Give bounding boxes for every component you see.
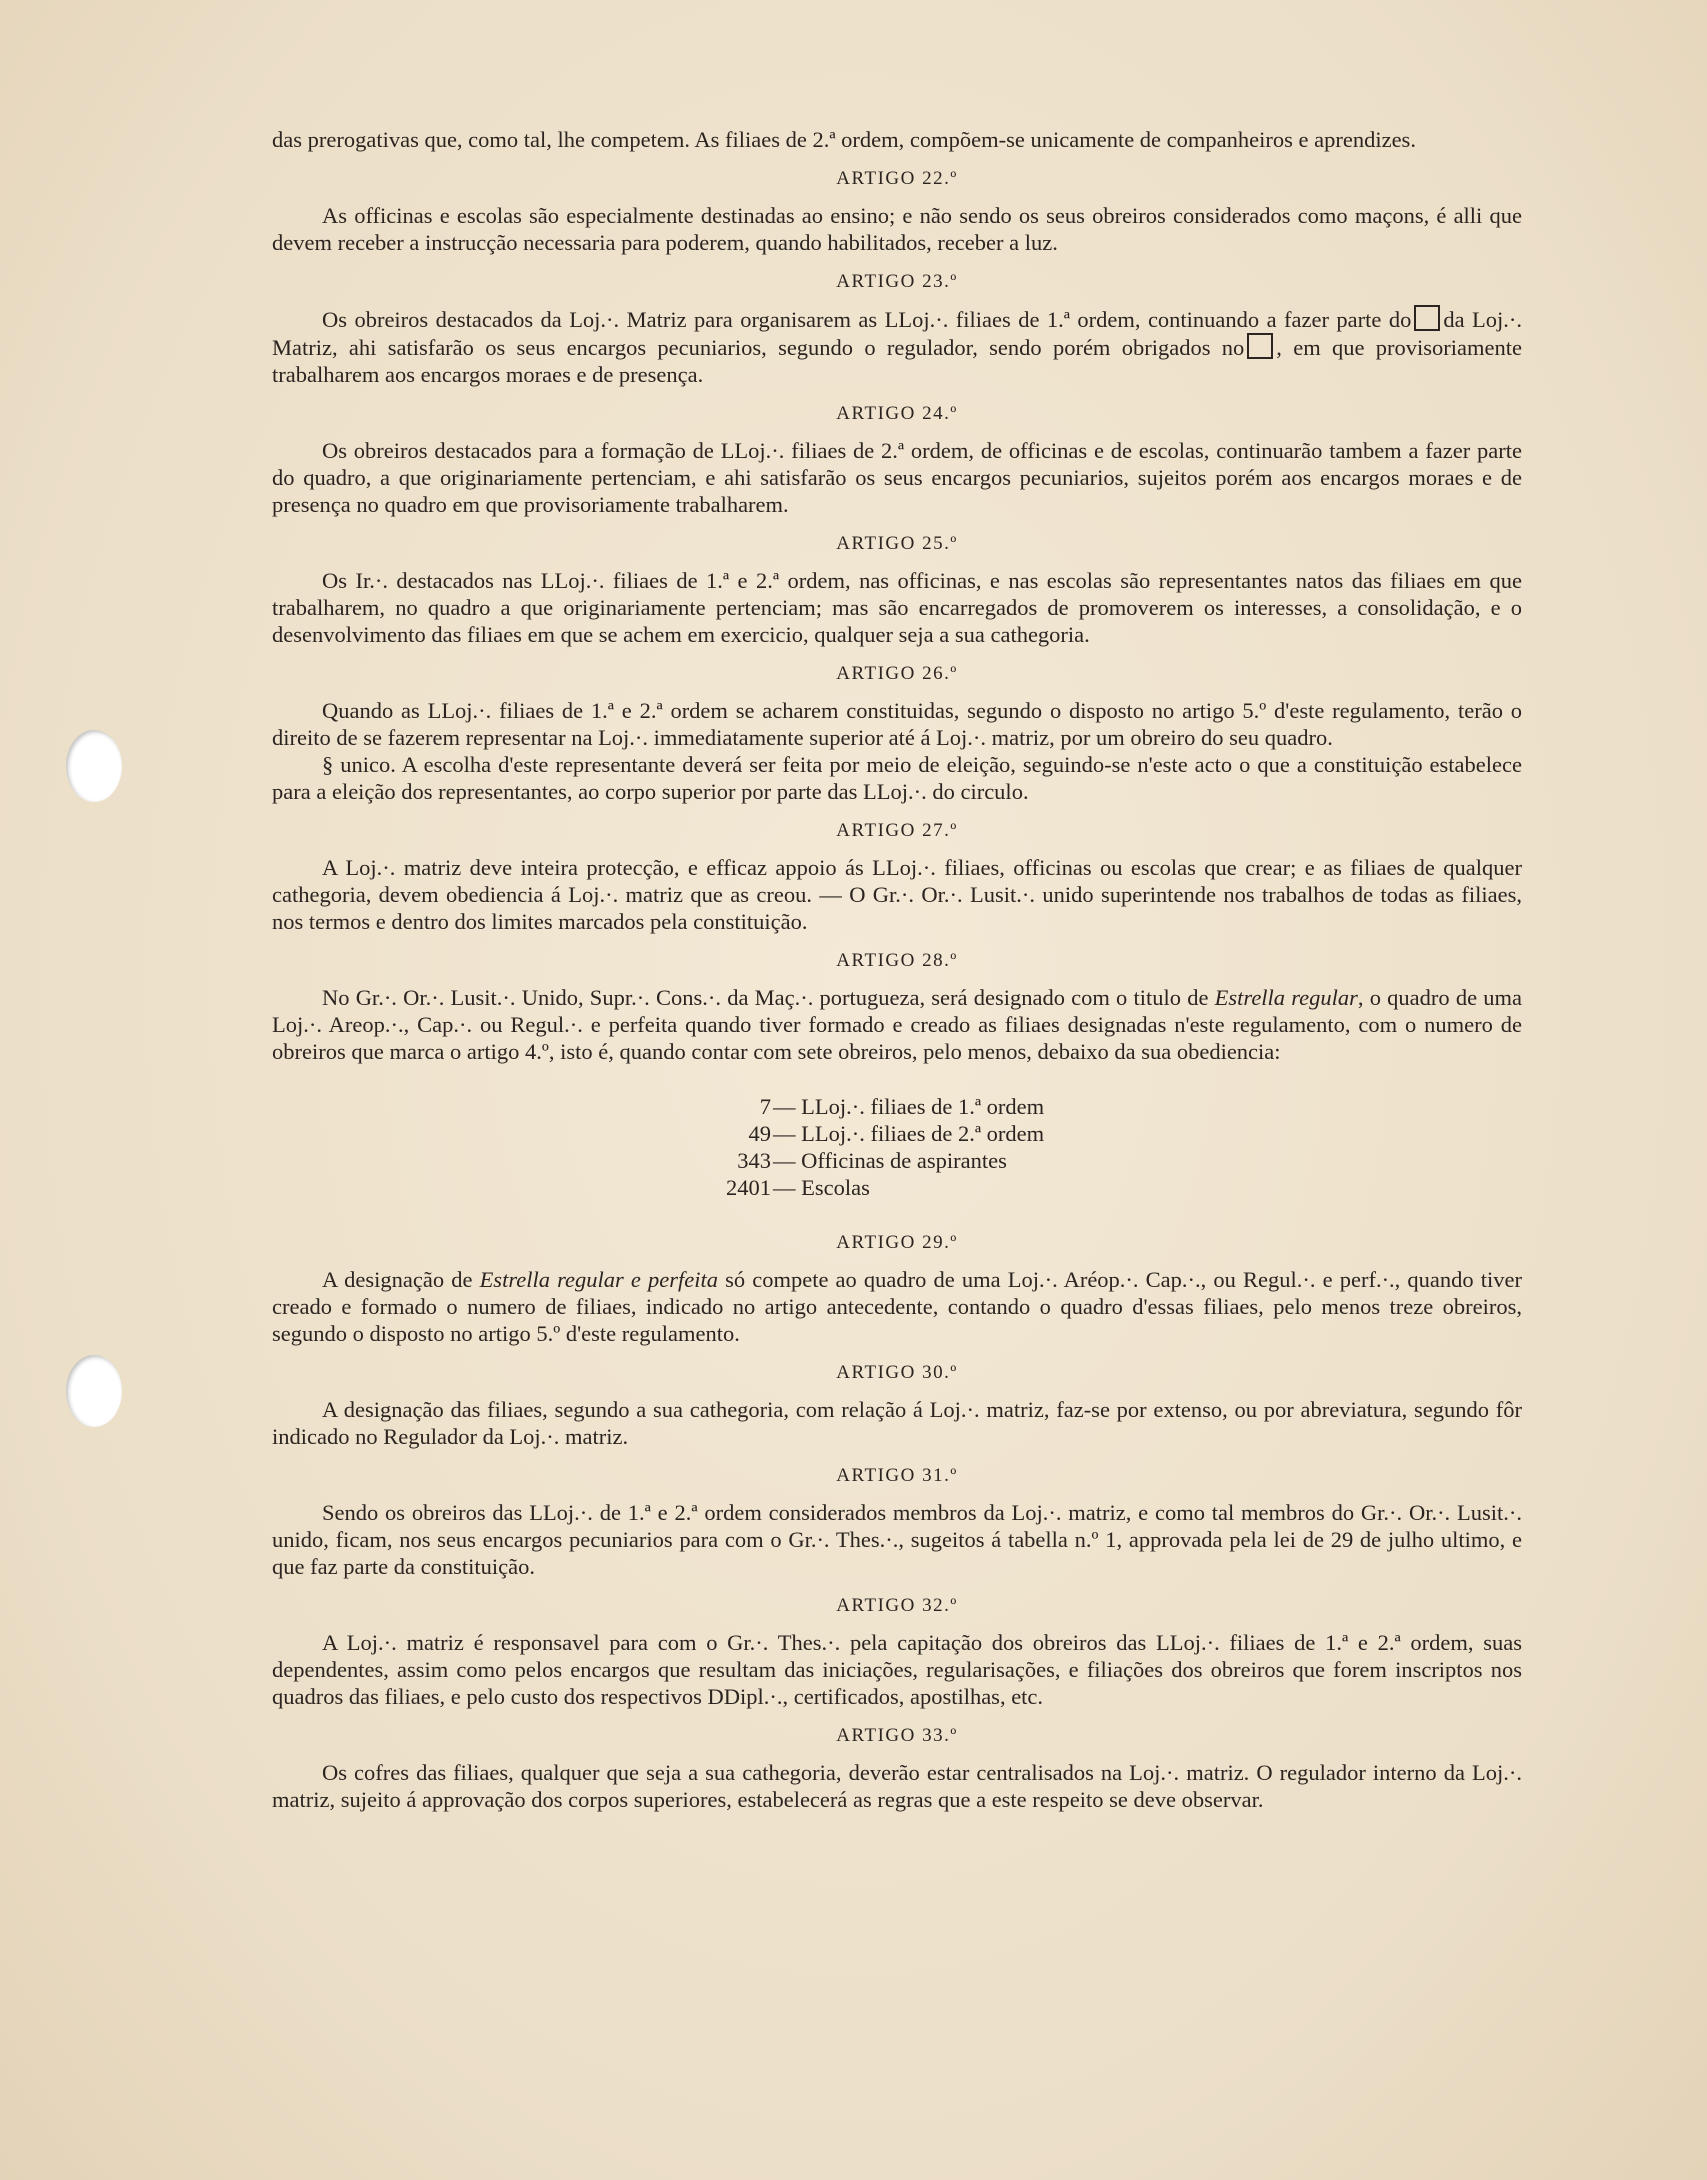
document-body	[272, 126, 1522, 1813]
article-23-part3: , em que provisoriamente trabalharem aos encargos moraes e de presença.	[272, 335, 1522, 387]
article-29-text	[272, 1266, 1522, 1347]
article-23-text	[272, 305, 1522, 388]
article-26-title: ARTIGO 26.º	[836, 663, 958, 684]
table-row	[272, 1174, 1522, 1201]
intro-paragraph: das prerogativas que, como tal, lhe competem. As filiaes de 2.ª ordem, compõem-se unicamente de companheiros e aprendizes.	[272, 127, 1416, 152]
article-29-part1: A designação de	[322, 1267, 473, 1292]
article-22-title: ARTIGO 22.º	[836, 168, 958, 189]
table-label: — LLoj.·. filiaes de 1.ª ordem	[773, 1094, 1045, 1119]
article-28-part1: No Gr.·. Or.·. Lusit.·. Unido, Supr.·. Cons.·. da Maç.·. portugueza, será designado com o titulo de	[322, 985, 1209, 1010]
table-number: 49	[748, 1121, 771, 1146]
article-23-part2: da Loj.·. Matriz, ahi satisfarão os seus encargos pecuniarios, segundo o regulador, sendo porém obrigados no	[272, 307, 1522, 360]
article-29-part2: só compete ao quadro de uma Loj.·. Aréop.·. Cap.·., ou Regul.·. e perf.·., quando tiver creado e formado o numero de filiaes, indicado no artigo antecedente, contando o quadro d'essas filiaes, pelo menos treze obreiros, segundo o disposto no artigo 5.º d'este regulamento.	[272, 1267, 1523, 1346]
article-23-part1: Os obreiros destacados da Loj.·. Matriz para organisarem as LLoj.·. filiaes de 1.ª ordem, continuando a fazer parte do	[322, 307, 1412, 332]
article-23-title: ARTIGO 23.º	[836, 271, 958, 292]
punch-hole-bottom	[66, 1355, 122, 1427]
article-25-title: ARTIGO 25.º	[836, 533, 958, 554]
table-row	[272, 1093, 1522, 1120]
table-number: 2401	[726, 1175, 771, 1200]
article-28-part2: , o quadro de uma Loj.·. Areop.·., Cap.·. ou Regul.·. e perfeita quando tiver formado e creado as filiaes designadas n'este regulamento, com o numero de obreiros que marca o artigo 4.º, isto é, quando contar com sete obreiros, pelo menos, debaixo da sua obediencia:	[272, 985, 1523, 1064]
article-27-text: A Loj.·. matriz deve inteira protecção, e efficaz appoio ás LLoj.·. filiaes, officinas ou escolas que crear; e as filiaes de qualquer cathegoria, devem obediencia á Loj.·. matriz que as creou. — O Gr.·. Or.·. Lusit.·. unido superintende nos trabalhos de todas as filiaes, nos termos e dentro dos limites marcados pela constituição.	[272, 855, 1522, 934]
article-31-text: Sendo os obreiros das LLoj.·. de 1.ª e 2.ª ordem considerados membros da Loj.·. matriz, e como tal membros do Gr.·. Or.·. Lusit.·. unido, ficam, nos seus encargos pecuniarios para com o Gr.·. Thes.·., sugeitos á tabella n.º 1, approvada pela lei de 29 de julho ultimo, e que faz parte da constituição.	[272, 1500, 1522, 1579]
table-row	[272, 1147, 1522, 1174]
article-22-text: As officinas e escolas são especialmente destinadas ao ensino; e não sendo os seus obreiros considerados como maçons, é alli que devem receber a instrucção necessaria para poderem, quando habilitados, receber a luz.	[272, 203, 1522, 255]
article-24-title: ARTIGO 24.º	[836, 403, 958, 424]
article-28-title: ARTIGO 28.º	[836, 950, 958, 971]
article-25-text: Os Ir.·. destacados nas LLoj.·. filiaes de 1.ª e 2.ª ordem, nas officinas, e nas escolas são representantes natos das filiaes em que trabalharem, no quadro a que originariamente pertenciam; mas são encarregados de promoverem os interesses, a consolidação, e o desenvolvimento das filiaes em que se achem em exercicio, qualquer seja a sua cathegoria.	[272, 568, 1522, 647]
table-label: — LLoj.·. filiaes de 2.ª ordem	[773, 1121, 1045, 1146]
article-33-text: Os cofres das filiaes, qualquer que seja a sua cathegoria, deverão estar centralisados na Loj.·. matriz. O regulador interno da Loj.·. matriz, sujeito á approvação dos corpos superiores, estabelecerá as regras que a este respeito se deve observar.	[272, 1760, 1522, 1812]
article-28-text	[272, 984, 1522, 1065]
article-24-text: Os obreiros destacados para a formação de LLoj.·. filiaes de 2.ª ordem, de officinas e de escolas, continuarão tambem a fazer parte do quadro, a que originariamente pertenciam, e ahi satisfarão os seus encargos pecuniarios, sujeitos porém aos encargos moraes e de presença no quadro em que provisoriamente trabalharem.	[272, 438, 1522, 517]
square-symbol	[1247, 333, 1273, 359]
article-26-paragraph: § unico. A escolha d'este representante deverá ser feita por meio de eleição, seguindo-se n'este acto o que a constituição estabelece para a eleição dos representantes, ao corpo superior por parte das LLoj.·. do circulo.	[272, 752, 1522, 804]
article-28-italic: Estrella regular	[1214, 985, 1358, 1010]
article-30-text: A designação das filiaes, segundo a sua cathegoria, com relação á Loj.·. matriz, faz-se por extenso, ou por abreviatura, segundo fôr indicado no Regulador da Loj.·. matriz.	[272, 1397, 1522, 1449]
table-number: 7	[759, 1094, 771, 1119]
punch-hole-top	[66, 730, 122, 802]
table-label: — Escolas	[773, 1175, 870, 1200]
article-29-title: ARTIGO 29.º	[836, 1232, 958, 1253]
article-27-title: ARTIGO 27.º	[836, 820, 958, 841]
table-label: — Officinas de aspirantes	[773, 1148, 1007, 1173]
article-31-title: ARTIGO 31.º	[836, 1465, 958, 1486]
filiaes-table	[272, 1093, 1522, 1201]
table-row	[272, 1120, 1522, 1147]
table-number: 343	[737, 1148, 771, 1173]
article-32-text: A Loj.·. matriz é responsavel para com o Gr.·. Thes.·. pela capitação dos obreiros das LLoj.·. filiaes de 1.ª e 2.ª ordem, suas dependentes, assim como pelos encargos que resultam das iniciações, regularisações, e filiações dos obreiros que forem inscriptos nos quadros das filiaes, e pelo custo dos respectivos DDipl.·., certificados, apostilhas, etc.	[272, 1630, 1522, 1709]
square-symbol	[1414, 305, 1440, 331]
article-32-title: ARTIGO 32.º	[836, 1595, 958, 1616]
article-29-italic: Estrella regular e perfeita	[479, 1267, 718, 1292]
article-33-title: ARTIGO 33.º	[836, 1725, 958, 1746]
article-26-text: Quando as LLoj.·. filiaes de 1.ª e 2.ª ordem se acharem constituidas, segundo o disposto no artigo 5.º d'este regulamento, terão o direito de se fazerem representar na Loj.·. immediatamente superior até á Loj.·. matriz, por um obreiro do seu quadro.	[272, 698, 1522, 750]
article-30-title: ARTIGO 30.º	[836, 1362, 958, 1383]
